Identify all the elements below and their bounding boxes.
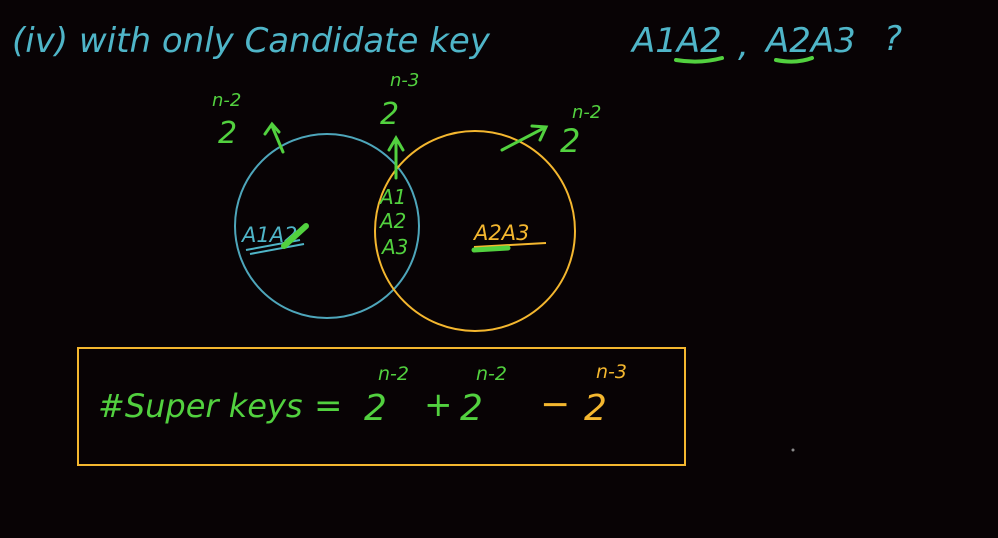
left-count bbox=[212, 90, 283, 152]
formula-term3-exponent: n-3 bbox=[596, 361, 627, 383]
stray-pen-dot bbox=[792, 449, 795, 452]
heading-prefix: (iv) with only Candidate key bbox=[12, 21, 490, 61]
right-label-highlight bbox=[474, 248, 508, 250]
right-count-base: 2 bbox=[560, 122, 581, 160]
right-count-exponent: n-2 bbox=[572, 102, 602, 123]
formula-term2-exponent: n-2 bbox=[476, 363, 507, 385]
right-set-label: A2A3 bbox=[474, 221, 530, 245]
intersection bbox=[378, 70, 419, 259]
intersection-count-base: 2 bbox=[380, 97, 400, 132]
formula-term1-base: 2 bbox=[364, 388, 387, 429]
formula bbox=[98, 361, 627, 429]
formula-term3-base: 2 bbox=[584, 388, 607, 429]
heading-question-mark: ? bbox=[884, 19, 903, 59]
formula-term2-base: 2 bbox=[460, 388, 483, 429]
intersection-item-1: A1 bbox=[380, 185, 407, 209]
formula-minus: − bbox=[540, 384, 571, 425]
right-count-arrow bbox=[502, 128, 544, 150]
formula-equals: = bbox=[314, 386, 343, 426]
left-set bbox=[240, 223, 306, 254]
heading bbox=[12, 19, 902, 65]
heading-key1: A1A2 bbox=[632, 21, 722, 61]
formula-plus: + bbox=[424, 385, 453, 425]
right-set bbox=[472, 221, 546, 250]
formula-lhs: #Super keys bbox=[98, 387, 303, 425]
intersection-count-exponent: n-3 bbox=[390, 70, 420, 91]
intersection-item-3: A3 bbox=[382, 235, 409, 259]
heading-key2: A2A3 bbox=[766, 21, 856, 61]
left-count-base: 2 bbox=[218, 116, 238, 151]
left-set-label: A1A2 bbox=[242, 223, 298, 247]
left-count-exponent: n-2 bbox=[212, 90, 242, 111]
heading-separator: , bbox=[738, 25, 749, 65]
intersection-item-2: A2 bbox=[380, 209, 407, 233]
formula-term1-exponent: n-2 bbox=[378, 363, 409, 385]
right-count bbox=[502, 102, 601, 160]
